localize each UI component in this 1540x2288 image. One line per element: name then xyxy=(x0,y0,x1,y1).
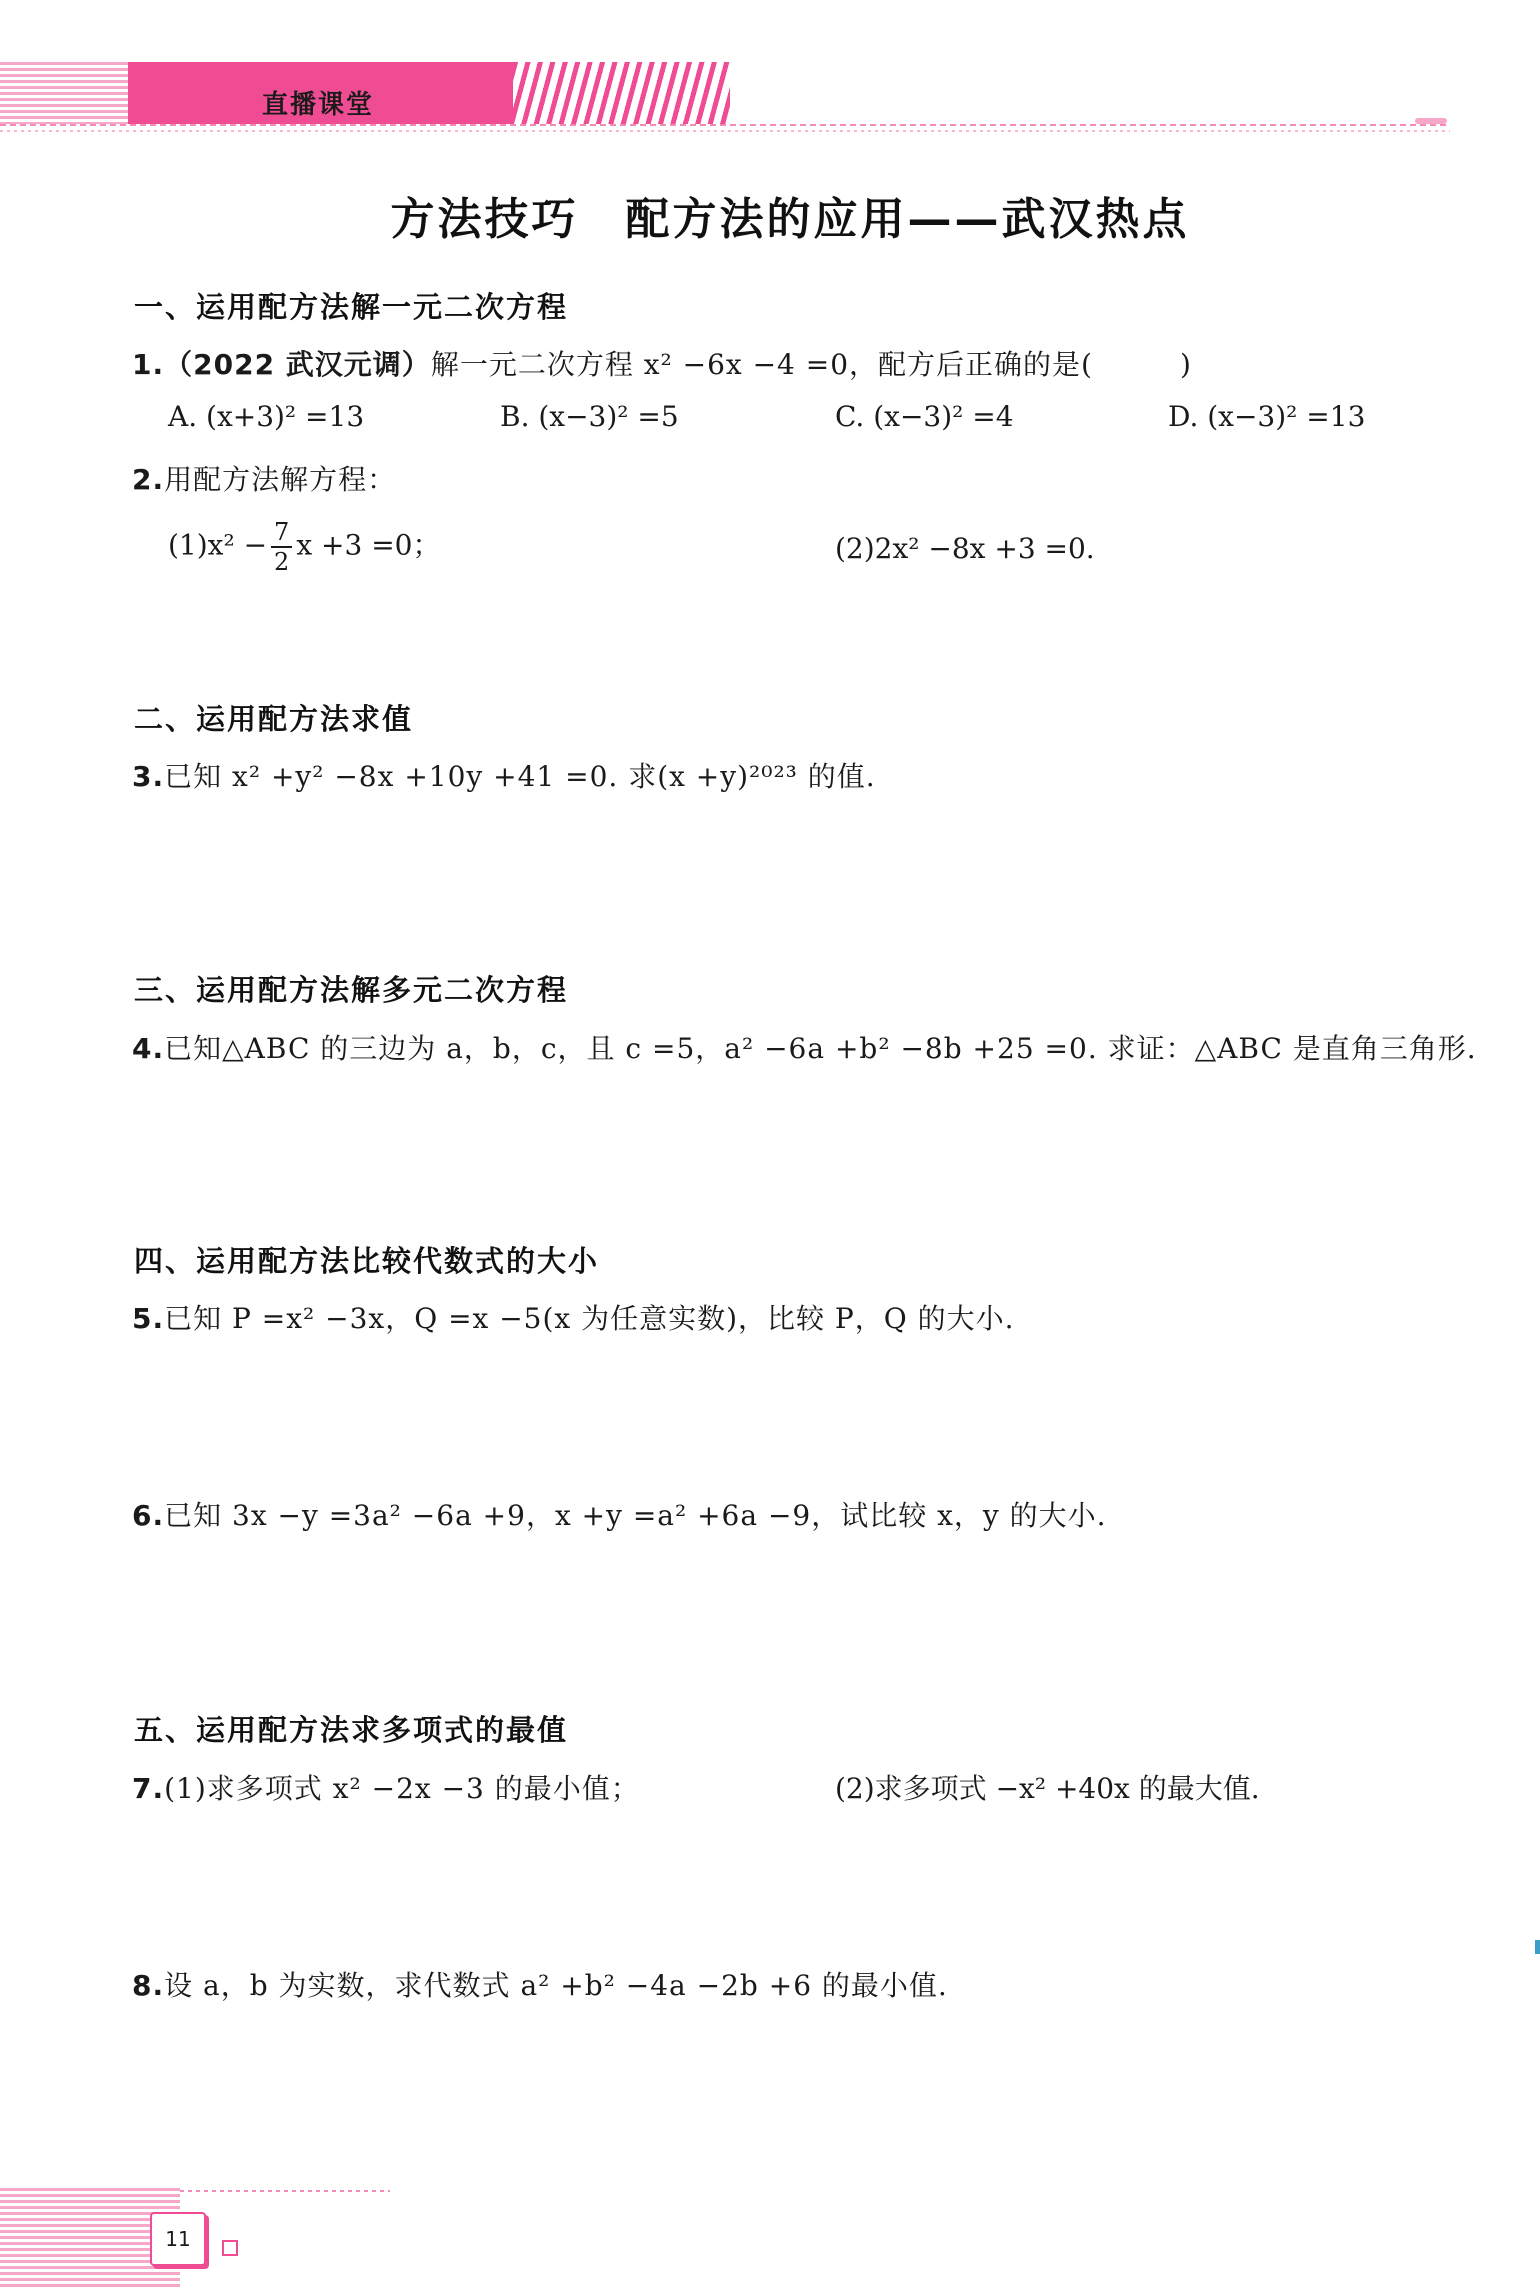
question-number: 3. xyxy=(132,760,165,793)
header-band-hatch xyxy=(0,62,130,124)
question-number: 4. xyxy=(132,1032,165,1065)
question-number: 6. xyxy=(132,1499,165,1532)
fraction xyxy=(271,518,292,576)
option-c: C. (x−3)² =4 xyxy=(835,400,1014,433)
question-number: 7. xyxy=(132,1772,165,1805)
section-heading-3: 三、运用配方法解多元二次方程 xyxy=(134,973,569,1007)
section-heading-2: 二、运用配方法求值 xyxy=(134,702,414,736)
footer-rule xyxy=(180,2190,390,2192)
question-2-part-2: (2)2x² −8x +3 =0. xyxy=(835,532,1095,565)
question-number: 8. xyxy=(132,1969,165,2002)
question-8 xyxy=(132,1964,948,2004)
option-a: A. (x+3)² =13 xyxy=(168,400,365,433)
question-2-part-1 xyxy=(168,518,440,576)
section-heading-4: 四、运用配方法比较代数式的大小 xyxy=(134,1244,600,1278)
part-prefix: (1)x² − xyxy=(168,528,268,562)
question-text: 设 a，b 为实数，求代数式 a² +b² −4a −2b +6 的最小值. xyxy=(164,1969,948,2002)
question-text: 已知△ABC 的三边为 a，b，c，且 c =5，a² −6a +b² −8b +25 =0. 求证：△ABC 是直角三角形. xyxy=(164,1032,1477,1065)
question-number: 2. xyxy=(132,463,165,496)
question-6 xyxy=(132,1494,1107,1534)
header-band-stripes xyxy=(513,62,730,124)
header-rule-secondary xyxy=(0,130,1450,132)
page-title: 方法技巧 配方法的应用——武汉热点 xyxy=(390,194,1190,245)
option-d: D. (x−3)² =13 xyxy=(1168,400,1366,433)
question-stem: 解一元二次方程 x² −6x −4 =0，配方后正确的是( ) xyxy=(430,348,1192,381)
question-7-part-1: (1)求多项式 x² −2x −3 的最小值； xyxy=(164,1772,640,1805)
fraction-denominator: 2 xyxy=(274,548,290,576)
question-text: 已知 3x −y =3a² −6a +9，x +y =a² +6a −9，试比较 x，y 的大小. xyxy=(164,1499,1107,1532)
edge-tab-mark xyxy=(1535,1940,1540,1954)
header-rule-end xyxy=(1415,118,1447,124)
question-4 xyxy=(132,1027,1477,1067)
question-text: 已知 x² +y² −8x +10y +41 =0. 求(x +y)²⁰²³ 的值. xyxy=(164,760,876,793)
fraction-numerator: 7 xyxy=(271,518,292,548)
question-stem: 用配方法解方程： xyxy=(164,463,397,496)
square-icon xyxy=(222,2240,238,2256)
question-7 xyxy=(132,1767,640,1807)
question-2 xyxy=(132,458,396,498)
question-number: 1. xyxy=(132,348,165,381)
question-text: 已知 P =x² −3x，Q =x −5(x 为任意实数)，比较 P，Q 的大小. xyxy=(164,1302,1015,1335)
section-heading-1: 一、运用配方法解一元二次方程 xyxy=(134,290,569,324)
part-suffix: x +3 =0； xyxy=(296,528,441,562)
option-b: B. (x−3)² =5 xyxy=(500,400,679,433)
header-rule xyxy=(0,124,1450,126)
page-number: 11 xyxy=(150,2212,206,2266)
question-source: （2022 武汉元调） xyxy=(164,348,431,381)
question-1 xyxy=(132,343,1192,383)
question-3 xyxy=(132,755,876,795)
question-5 xyxy=(132,1297,1015,1337)
section-heading-5: 五、运用配方法求多项式的最值 xyxy=(134,1713,569,1747)
header-label: 直播课堂 xyxy=(262,90,375,120)
question-7-part-2: (2)求多项式 −x² +40x 的最大值. xyxy=(835,1772,1260,1805)
question-number: 5. xyxy=(132,1302,165,1335)
